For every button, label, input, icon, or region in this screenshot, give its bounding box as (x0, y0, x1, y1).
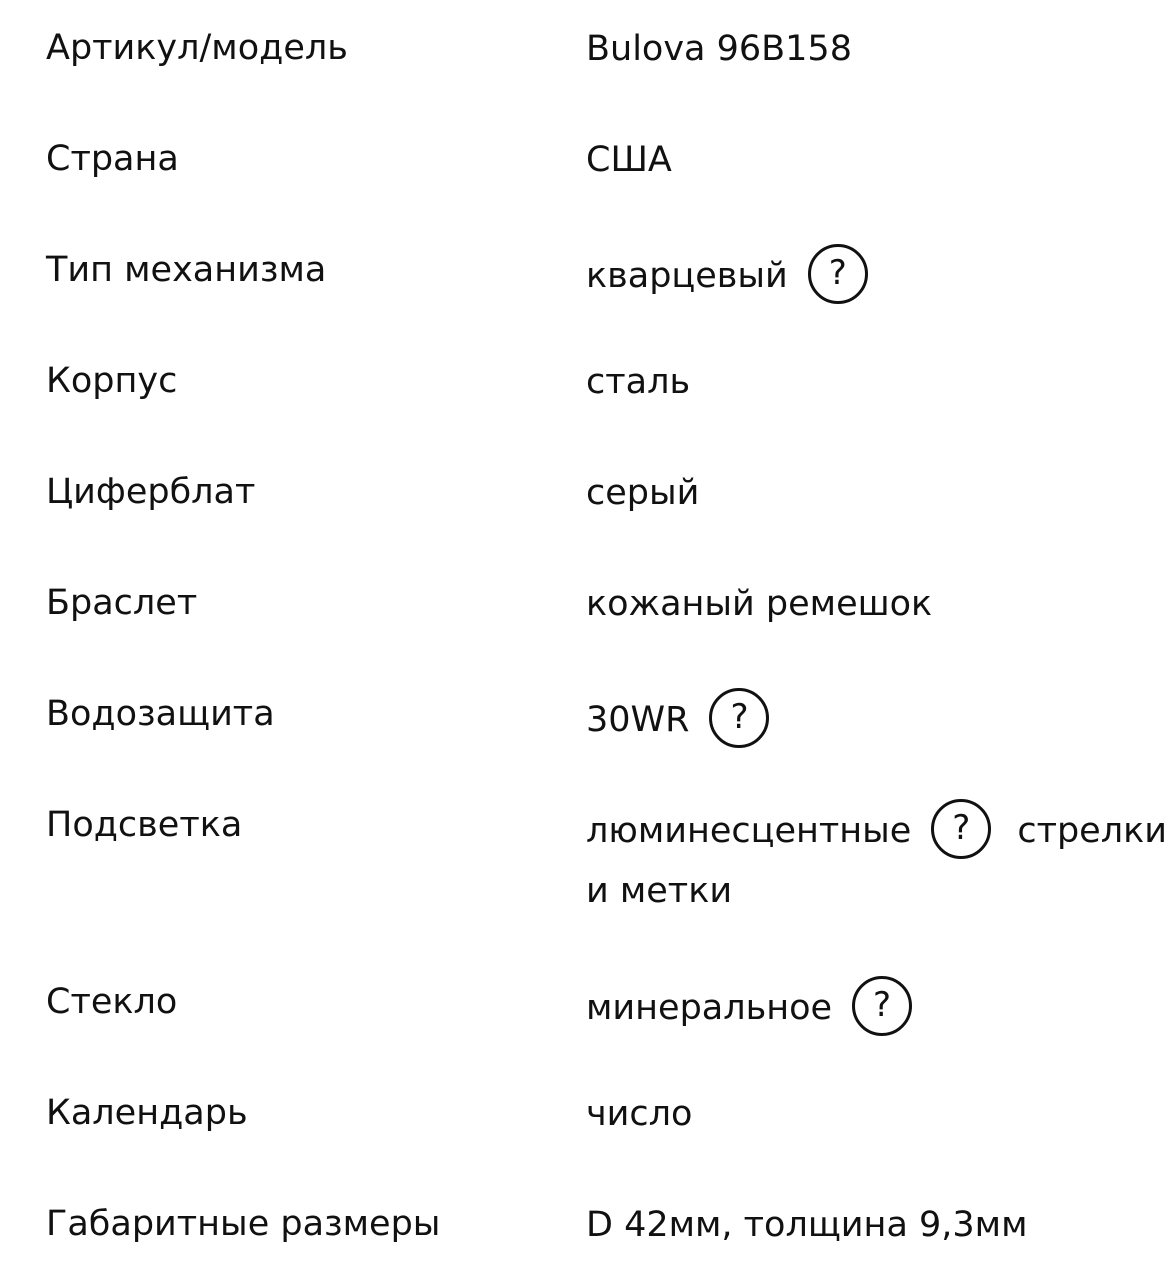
spec-label: Циферблат (46, 472, 256, 512)
spec-value-text: кварцевый (586, 256, 788, 296)
spec-label: Браслет (46, 583, 198, 623)
spec-value-text: люминесцентные (586, 811, 912, 851)
spec-value (586, 246, 1126, 306)
spec-value (586, 468, 1126, 517)
spec-label: Габаритные размеры (46, 1204, 441, 1244)
spec-value (586, 1200, 1126, 1249)
spec-value-text: серый (586, 473, 700, 513)
question-circle-icon[interactable]: ? (852, 976, 912, 1036)
spec-value-text: минеральное (586, 988, 833, 1028)
spec-value (586, 579, 1126, 628)
spec-label: Корпус (46, 361, 178, 401)
spec-value-text: число (586, 1094, 693, 1134)
spec-label: Страна (46, 139, 179, 179)
question-circle-icon[interactable]: ? (709, 688, 769, 748)
spec-label: Тип механизма (46, 250, 327, 290)
spec-value-text: 30WR (586, 700, 690, 740)
spec-value-text: Bulova 96B158 (586, 29, 852, 69)
spec-value-text-line2: и метки (586, 871, 733, 911)
question-circle-icon[interactable]: ? (931, 799, 991, 859)
spec-value (586, 1089, 1126, 1138)
spec-label: Водозащита (46, 694, 275, 734)
spec-value (586, 135, 1126, 184)
spec-value-text: кожаный ремешок (586, 584, 933, 624)
spec-value (586, 690, 1126, 750)
spec-value-text: США (586, 140, 672, 180)
spec-label: Календарь (46, 1093, 248, 1133)
spec-value (586, 978, 1126, 1038)
spec-value (586, 357, 1126, 406)
spec-label: Подсветка (46, 805, 243, 845)
spec-value-text-continued: стрелки (1017, 811, 1167, 851)
spec-value-text: сталь (586, 362, 691, 402)
spec-label: Артикул/модель (46, 28, 348, 68)
spec-value-text: D 42мм, толщина 9,3мм (586, 1205, 1028, 1245)
spec-value (586, 24, 1126, 73)
question-circle-icon[interactable]: ? (808, 244, 868, 304)
spec-value (586, 801, 1167, 911)
spec-label: Стекло (46, 982, 178, 1022)
